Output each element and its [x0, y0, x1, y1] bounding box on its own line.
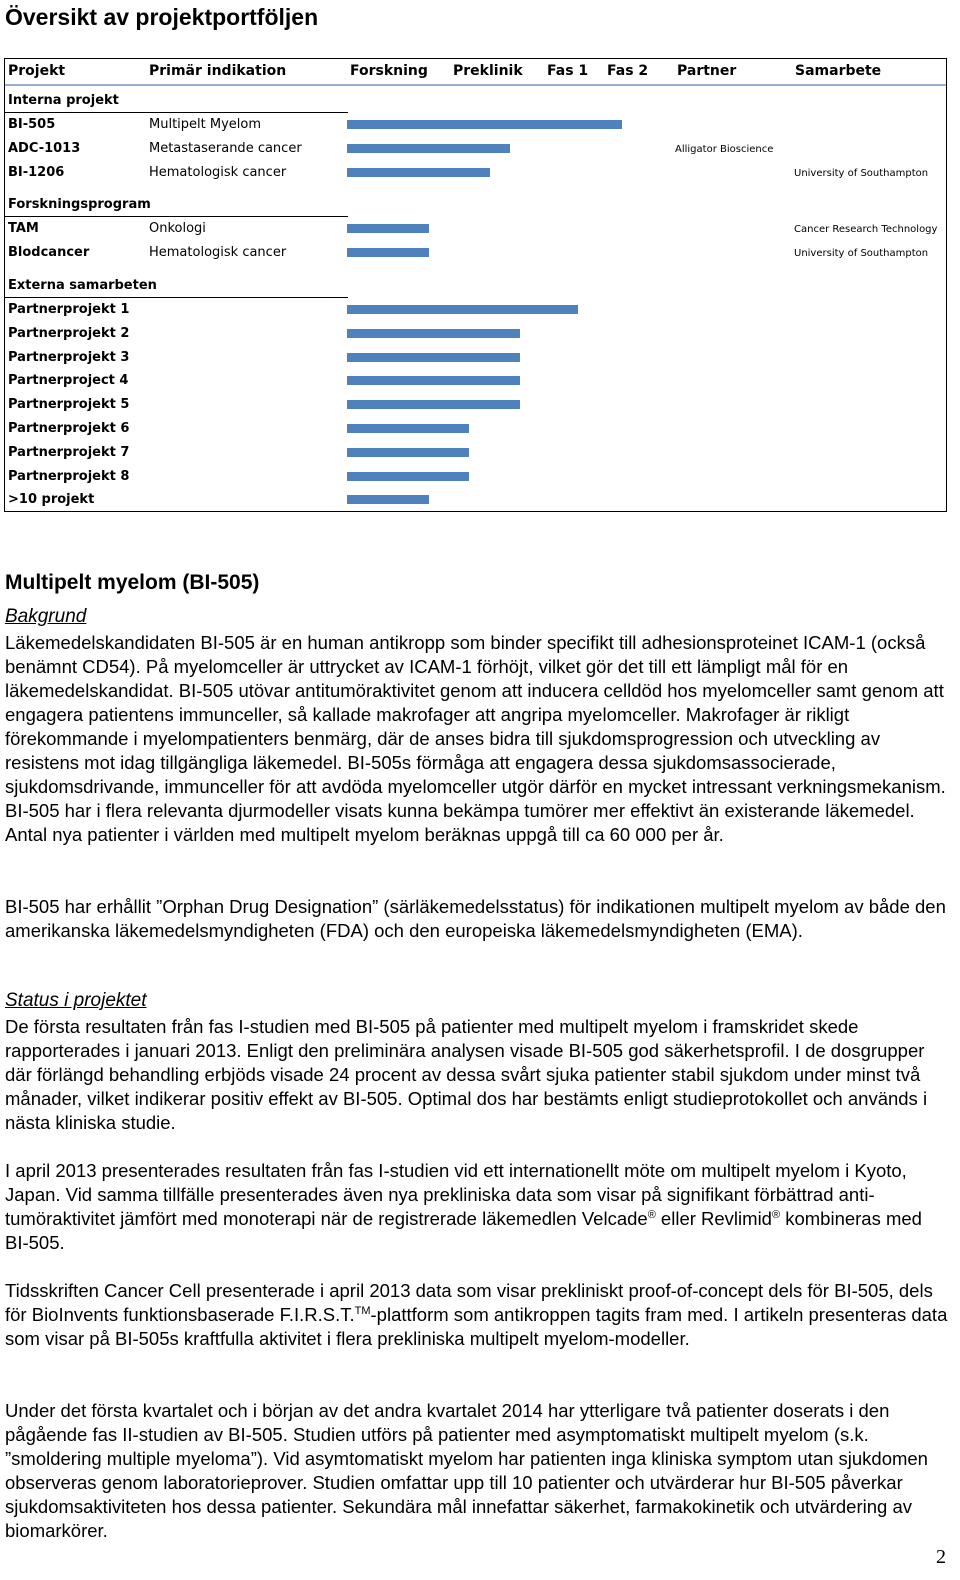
progress-bar [347, 329, 520, 338]
section-label: Externa samarbeten [8, 278, 157, 293]
project-name: Partnerprojekt 2 [8, 325, 130, 341]
header-indication: Primär indikation [149, 63, 287, 79]
subhead-status: Status i projektet [5, 990, 147, 1011]
progress-bar [347, 400, 520, 409]
project-name: Partnerprojekt 3 [8, 349, 130, 365]
paragraph-background: Läkemedelskandidaten BI-505 är en human antikropp som binder specifikt till adhesionsproteinet ICAM-1 (också benämnt CD54). På myelomceller är uttrycket av ICAM-1 förhöjt, vilket gör det till ett lämpligt mål för en läkemedelskandidat. BI-505 utövar antitumöraktivitet genom att inducera celldöd hos myelomceller samt genom att engagera patientens immunceller, så kallade makrofager att angripa myelomceller. Makrofager är rikligt förekommande i myelompatienters benmärg, där de anses bidra till sjukdomsprogression och utveckling av resistens mot idag tillgängliga läkemedel. BI-505s förmåga att engagera dessa sjukdomsassocierade, sjukdomsdrivande, immunceller för att avdöda myelomceller utgör därför en mycket intressant verkningsmekanism. BI-505 har i flera relevanta djurmodeller visats kunna bekämpa tumörer mer effektivt än existerande läkemedel. Antal nya patienter i världen med multipelt myelom beräknas uppgå till ca 60 000 per år. [5, 632, 946, 845]
progress-bar [347, 424, 469, 433]
progress-bar [347, 353, 520, 362]
progress-bar [347, 120, 622, 129]
progress-bar [347, 448, 469, 457]
project-name: TAM [8, 221, 39, 236]
project-name: Partnerprojekt 5 [8, 397, 130, 413]
registered-mark: ® [771, 1208, 781, 1221]
header-project: Projekt [8, 63, 66, 79]
paragraph-kyoto-meeting [5, 1159, 950, 1255]
project-name: Partnerproject 4 [8, 373, 129, 389]
paragraph-orphan-drug: BI-505 har erhållit ”Orphan Drug Designation” (särläkemedelsstatus) för indikationen multipelt myelom av både den amerikanska läkemedelsmyndigheten (FDA) och den europeiska läkemedelsmyndigheten (EMA). [5, 896, 946, 941]
progress-bar [347, 168, 490, 177]
project-name: >10 projekt [8, 492, 95, 508]
subhead-background: Bakgrund [5, 606, 87, 627]
kyoto-text-b: eller Revlimid [655, 1208, 772, 1229]
header-phase2: Fas 2 [607, 63, 649, 79]
registered-mark: ® [647, 1208, 656, 1221]
header-partner: Partner [677, 63, 737, 79]
progress-bar [347, 248, 429, 257]
project-indication: Onkologi [149, 221, 206, 236]
project-indication: Hematologisk cancer [149, 164, 287, 180]
project-indication: Metastaserande cancer [149, 140, 302, 156]
section-divider [5, 112, 348, 113]
project-name: BI-505 [8, 117, 56, 132]
collaboration-name: University of Southampton [794, 247, 929, 259]
header-research: Forskning [350, 63, 428, 79]
collaboration-name: University of Southampton [794, 167, 929, 179]
partner-name: Alligator Bioscience [675, 143, 774, 155]
paragraph-status-results: De första resultaten från fas I-studien med BI-505 på patienter med multipelt myelom i framskridet skede rapporterades i januari 2013. Enligt den preliminära analysen visade BI-505 god säkerhetsprofil. I de dosgrupper där förlängd behandling erbjöds visade 24 procent av dessa svårt sjuka patienter stabil sjukdom under minst två månader, vilket indikerar positiv effekt av BI-505. Optimal dos har bestämts enligt studieprotokollet och används i nästa kliniska studie. [5, 1016, 928, 1133]
progress-bar [347, 495, 429, 504]
project-name: ADC-1013 [8, 140, 81, 156]
document-title: Översikt av projektportföljen [5, 4, 319, 30]
project-name: Blodcancer [8, 244, 90, 260]
progress-bar [347, 305, 578, 314]
section-title: Multipelt myelom (BI-505) [5, 571, 260, 594]
pipeline-header-row [5, 59, 946, 86]
project-name: Partnerprojekt 7 [8, 444, 130, 460]
section-label: Forskningsprogram [8, 197, 151, 212]
portfolio-pipeline-table [4, 58, 947, 512]
project-name: BI-1206 [8, 164, 65, 180]
progress-bar [347, 472, 469, 481]
section-divider [5, 297, 348, 298]
cancer-cell-text-a: Tidsskriften Cancer Cell presenterade i april 2013 data som visar prekliniskt proof-of-concept dels för BI-505, dels för BioInvents funktionsbaserade F.I.R.S.T. [5, 1280, 933, 1325]
paragraph-phase2-study: Under det första kvartalet och i början av det andra kvartalet 2014 har ytterligare två patienter doserats i den pågående fas II-studien av BI-505. Studien utförs på patienter med asymptomatiskt multipelt myelom (s.k. ”smoldering multiple myeloma”). Vid asymtomatiskt myelom har patienten inga kliniska symptom utan sjukdomen observeras genom laboratorieprover. Studien omfattar upp till 10 patienter och utvärderar hur BI-505 påverkar sjukdomsaktiviteten hos dessa patienter. Sekundära mål innefattar säkerhet, farmakokinetik och utvärdering av biomarkörer. [5, 1400, 928, 1541]
section-divider [5, 216, 348, 217]
kyoto-text-c: kombineras med BI-505. [5, 1208, 922, 1253]
header-preclinic: Preklinik [453, 63, 523, 79]
project-name: Partnerprojekt 6 [8, 421, 130, 436]
paragraph-cancer-cell [5, 1279, 950, 1351]
page-number: 2 [936, 1546, 946, 1568]
header-collaboration: Samarbete [795, 63, 882, 79]
project-indication: Multipelt Myelom [149, 117, 262, 132]
trademark-mark: TM [354, 1304, 371, 1317]
project-indication: Hematologisk cancer [149, 244, 287, 260]
collaboration-name: Cancer Research Technology [794, 224, 938, 235]
section-label: Interna projekt [8, 93, 119, 108]
progress-bar [347, 376, 520, 385]
project-name: Partnerprojekt 8 [8, 468, 130, 484]
project-name: Partnerprojekt 1 [8, 302, 130, 317]
progress-bar [347, 224, 429, 233]
kyoto-text-a: I april 2013 presenterades resultaten från fas I-studien vid ett internationellt möte om multipelt myelom i Kyoto, Japan. Vid samma tillfälle presenterades även nya prekliniska data som visar på signifikant förbättrad anti-tumöraktivitet jämfört med monoterapi när de registrerade läkemedlen Velcade [5, 1160, 907, 1229]
progress-bar [347, 144, 510, 153]
header-phase1: Fas 1 [547, 63, 589, 79]
cancer-cell-text-b: -plattform som antikroppen tagits fram med. I artikeln presenteras data som visar på BI-505s kraftfulla aktivitet i flera prekliniska multipelt myelom-modeller. [5, 1304, 948, 1349]
